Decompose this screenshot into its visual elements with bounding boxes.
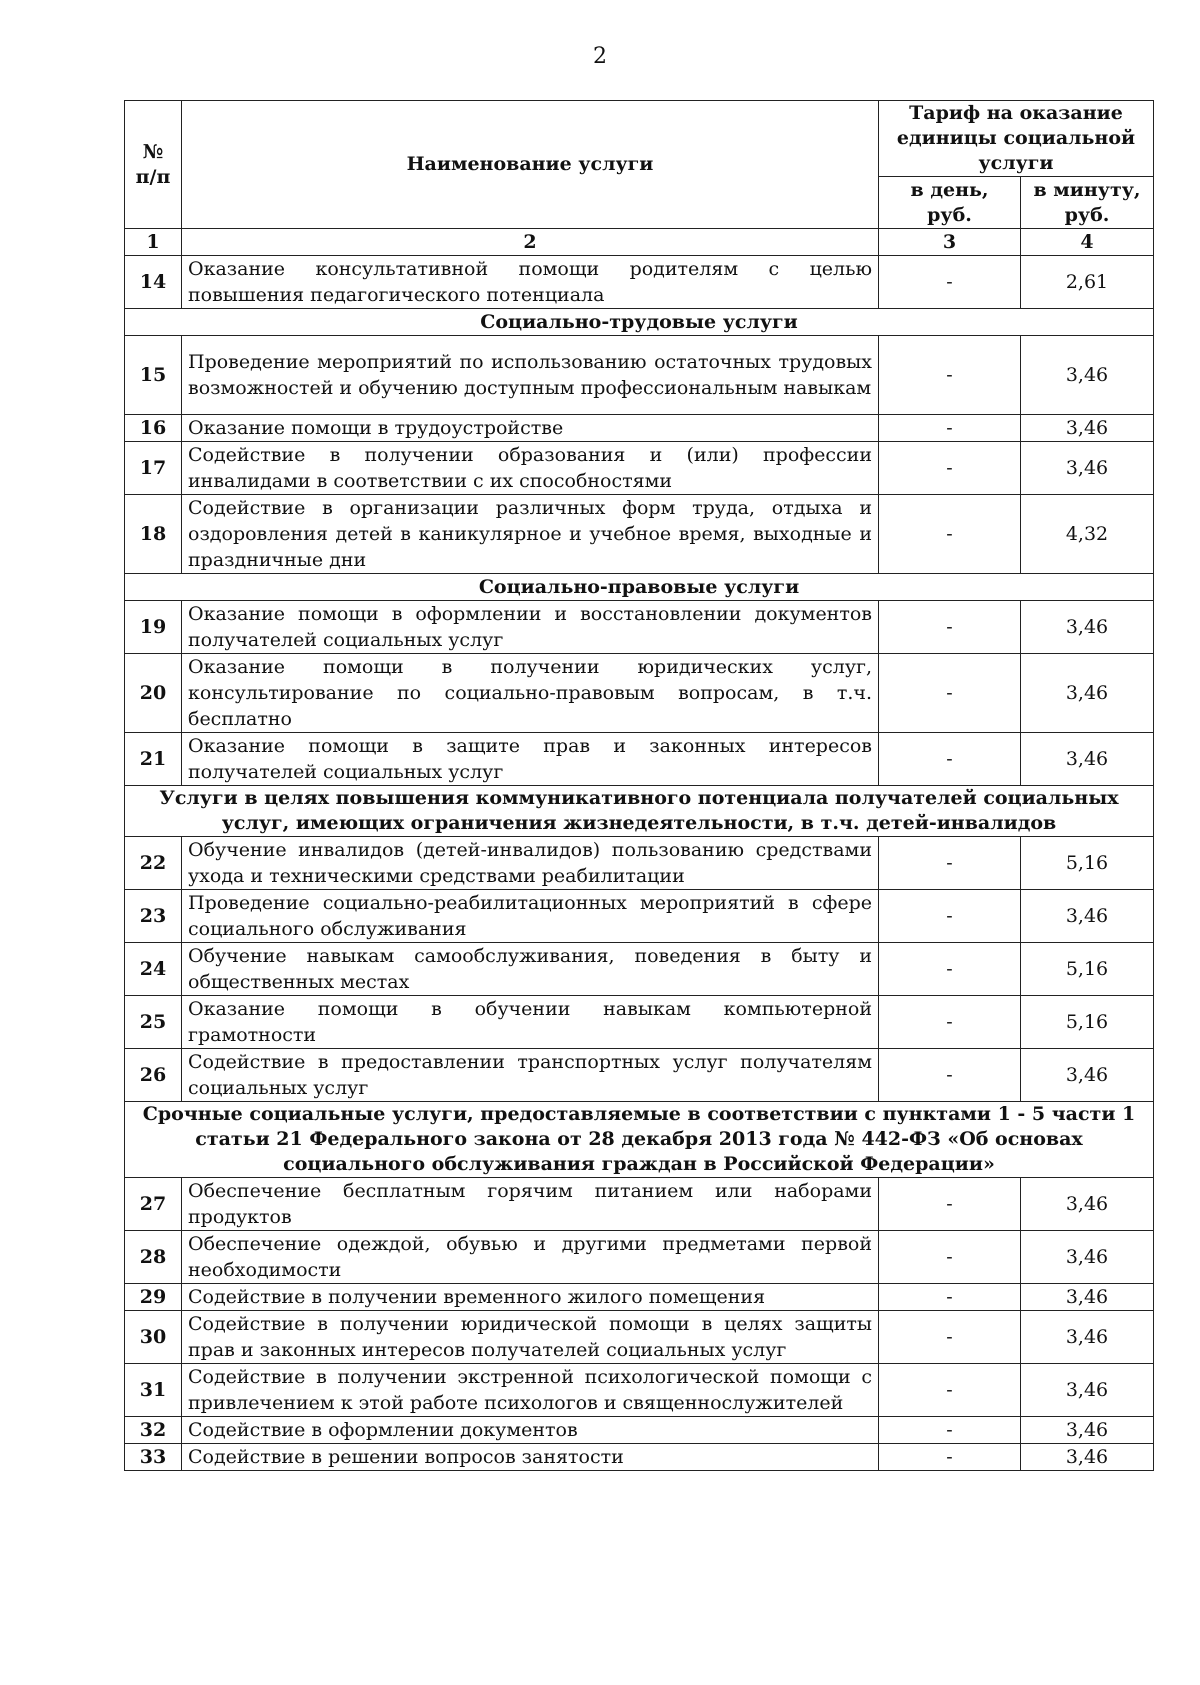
table-row xyxy=(125,495,1154,574)
table-row xyxy=(125,1311,1154,1364)
tariff-per-day: - xyxy=(879,1178,1021,1231)
row-number: 21 xyxy=(125,733,182,786)
tariff-per-day: - xyxy=(879,733,1021,786)
table-row xyxy=(125,442,1154,495)
section-row xyxy=(125,574,1154,601)
service-name: Обеспечение бесплатным горячим питанием или наборами продуктов xyxy=(182,1178,879,1231)
service-name: Обеспечение одеждой, обувью и другими предметами первой необходимости xyxy=(182,1231,879,1284)
tariff-per-day: - xyxy=(879,1417,1021,1444)
tariff-per-minute: 4,32 xyxy=(1021,495,1154,574)
table-row xyxy=(125,415,1154,442)
tariff-per-minute: 3,46 xyxy=(1021,1178,1154,1231)
column-number: 3 xyxy=(879,229,1021,256)
tariff-per-minute: 5,16 xyxy=(1021,837,1154,890)
header-service-name: Наименование услуги xyxy=(182,101,879,229)
tariff-per-day: - xyxy=(879,1049,1021,1102)
row-number: 23 xyxy=(125,890,182,943)
header-num: № п/п xyxy=(125,101,182,229)
service-name: Оказание помощи в оформлении и восстановлении документов получателей социальных услуг xyxy=(182,601,879,654)
table-row xyxy=(125,943,1154,996)
service-name: Содействие в предоставлении транспортных услуг получателям социальных услуг xyxy=(182,1049,879,1102)
tariff-per-day: - xyxy=(879,890,1021,943)
tariff-per-day: - xyxy=(879,336,1021,415)
table-row xyxy=(125,336,1154,415)
tariff-per-minute: 3,46 xyxy=(1021,601,1154,654)
row-number: 22 xyxy=(125,837,182,890)
tariff-per-minute: 5,16 xyxy=(1021,996,1154,1049)
tariff-per-minute: 3,46 xyxy=(1021,890,1154,943)
tariff-per-minute: 5,16 xyxy=(1021,943,1154,996)
row-number: 28 xyxy=(125,1231,182,1284)
tariff-per-day: - xyxy=(879,495,1021,574)
row-number: 15 xyxy=(125,336,182,415)
table-row xyxy=(125,733,1154,786)
table-row xyxy=(125,890,1154,943)
row-number: 14 xyxy=(125,256,182,309)
tariff-per-minute: 3,46 xyxy=(1021,1364,1154,1417)
row-number: 29 xyxy=(125,1284,182,1311)
service-name: Оказание консультативной помощи родителям с целью повышения педагогического потенциала xyxy=(182,256,879,309)
service-name: Содействие в получении юридической помощи в целях защиты прав и законных интересов получателей социальных услуг xyxy=(182,1311,879,1364)
service-name: Содействие в оформлении документов xyxy=(182,1417,879,1444)
tariff-per-day: - xyxy=(879,601,1021,654)
row-number: 33 xyxy=(125,1444,182,1471)
tariff-per-day: - xyxy=(879,1444,1021,1471)
table-row xyxy=(125,1231,1154,1284)
service-name: Проведение мероприятий по использованию остаточных трудовых возможностей и обучению доступным профессиональным навыкам xyxy=(182,336,879,415)
service-name: Обучение инвалидов (детей-инвалидов) пользованию средствами ухода и техническими средствами реабилитации xyxy=(182,837,879,890)
column-number: 1 xyxy=(125,229,182,256)
tariff-per-day: - xyxy=(879,1231,1021,1284)
row-number: 26 xyxy=(125,1049,182,1102)
service-name: Оказание помощи в обучении навыкам компьютерной грамотности xyxy=(182,996,879,1049)
tariff-per-minute: 3,46 xyxy=(1021,1231,1154,1284)
service-name: Содействие в организации различных форм труда, отдыха и оздоровления детей в каникулярное и учебное время, выходные и праздничные дни xyxy=(182,495,879,574)
header-per-minute: в минуту, руб. xyxy=(1021,177,1154,229)
tariff-per-day: - xyxy=(879,996,1021,1049)
service-name: Оказание помощи в защите прав и законных интересов получателей социальных услуг xyxy=(182,733,879,786)
tariff-per-day: - xyxy=(879,837,1021,890)
section-row xyxy=(125,309,1154,336)
column-number: 4 xyxy=(1021,229,1154,256)
table-row xyxy=(125,1364,1154,1417)
section-row xyxy=(125,1102,1154,1178)
tariff-per-minute: 3,46 xyxy=(1021,1049,1154,1102)
tariff-per-minute: 3,46 xyxy=(1021,336,1154,415)
service-name: Оказание помощи в трудоустройстве xyxy=(182,415,879,442)
tariff-per-day: - xyxy=(879,1364,1021,1417)
service-name: Обучение навыкам самообслуживания, поведения в быту и общественных местах xyxy=(182,943,879,996)
tariff-per-minute: 2,61 xyxy=(1021,256,1154,309)
tariff-per-day: - xyxy=(879,1284,1021,1311)
row-number: 24 xyxy=(125,943,182,996)
table-row xyxy=(125,1284,1154,1311)
table-row xyxy=(125,996,1154,1049)
tariff-per-day: - xyxy=(879,415,1021,442)
row-number: 20 xyxy=(125,654,182,733)
table-row xyxy=(125,1417,1154,1444)
row-number: 18 xyxy=(125,495,182,574)
row-number: 32 xyxy=(125,1417,182,1444)
service-name: Проведение социально-реабилитационных мероприятий в сфере социального обслуживания xyxy=(182,890,879,943)
section-title: Срочные социальные услуги, предоставляемые в соответствии с пунктами 1 - 5 части 1 статьи 21 Федерального закона от 28 декабря 2013 года № 442-ФЗ «Об основах социального обслуживания граждан в Российской Федерации» xyxy=(125,1102,1154,1178)
table-row xyxy=(125,1049,1154,1102)
row-number: 16 xyxy=(125,415,182,442)
tariff-per-minute: 3,46 xyxy=(1021,1311,1154,1364)
service-name: Содействие в получении временного жилого помещения xyxy=(182,1284,879,1311)
row-number: 30 xyxy=(125,1311,182,1364)
row-number: 25 xyxy=(125,996,182,1049)
section-title: Услуги в целях повышения коммуникативного потенциала получателей социальных услуг, имеющих ограничения жизнедеятельности, в т.ч. детей-инвалидов xyxy=(125,786,1154,837)
table-row xyxy=(125,1444,1154,1471)
table-row xyxy=(125,601,1154,654)
header-per-day: в день, руб. xyxy=(879,177,1021,229)
tariff-per-minute: 3,46 xyxy=(1021,1284,1154,1311)
table-row xyxy=(125,654,1154,733)
tariff-per-minute: 3,46 xyxy=(1021,654,1154,733)
column-number: 2 xyxy=(182,229,879,256)
tariff-per-minute: 3,46 xyxy=(1021,415,1154,442)
tariff-per-day: - xyxy=(879,256,1021,309)
table-row xyxy=(125,837,1154,890)
tariff-per-day: - xyxy=(879,943,1021,996)
service-name: Содействие в получении экстренной психологической помощи с привлечением к этой работе психологов и священнослужителей xyxy=(182,1364,879,1417)
tariff-per-day: - xyxy=(879,442,1021,495)
section-title: Социально-правовые услуги xyxy=(125,574,1154,601)
section-title: Социально-трудовые услуги xyxy=(125,309,1154,336)
row-number: 17 xyxy=(125,442,182,495)
table-row xyxy=(125,1178,1154,1231)
tariff-per-minute: 3,46 xyxy=(1021,733,1154,786)
tariff-per-day: - xyxy=(879,1311,1021,1364)
tariff-per-minute: 3,46 xyxy=(1021,442,1154,495)
service-name: Оказание помощи в получении юридических услуг, консультирование по социально-правовым вопросам, в т.ч. бесплатно xyxy=(182,654,879,733)
section-row xyxy=(125,786,1154,837)
page-number: 2 xyxy=(593,44,607,69)
tariff-table xyxy=(124,100,1154,1471)
service-name: Содействие в получении образования и (или) профессии инвалидами в соответствии с их способностями xyxy=(182,442,879,495)
row-number: 31 xyxy=(125,1364,182,1417)
table-row xyxy=(125,256,1154,309)
row-number: 27 xyxy=(125,1178,182,1231)
tariff-per-minute: 3,46 xyxy=(1021,1417,1154,1444)
header-tariff: Тариф на оказание единицы социальной услуги xyxy=(879,101,1154,177)
service-name: Содействие в решении вопросов занятости xyxy=(182,1444,879,1471)
row-number: 19 xyxy=(125,601,182,654)
tariff-per-day: - xyxy=(879,654,1021,733)
tariff-per-minute: 3,46 xyxy=(1021,1444,1154,1471)
